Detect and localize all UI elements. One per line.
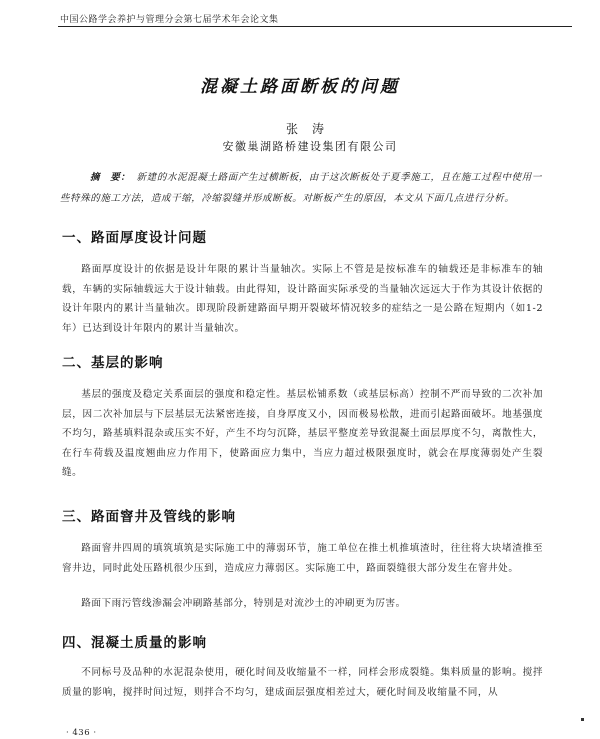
section-2-paragraph: 基层的强度及稳定关系面层的强度和稳定性。基层松铺系数（或基层标高）控制不严而导致的二次补加层，因二次补加层与下层基层无法紧密连接，自身厚度又小，因而极易松散，进而引起路面破坏。地基强度不均匀，路基填料混杂或压实不好，产生不均匀沉降，基层平整度差导致混凝土面层厚度不匀，离散性大，在行车荷载及温度翘曲应力作用下，使路面应力集中，当应力超过极限强度时，就会在厚度薄弱处产生裂缝。 bbox=[62, 389, 543, 478]
section-heading-2: 二、基层的影响 bbox=[62, 355, 164, 371]
section-heading-4: 四、混凝土质量的影响 bbox=[62, 635, 207, 651]
abstract-label: 摘 要： bbox=[90, 172, 131, 183]
abstract bbox=[60, 167, 542, 209]
scan-mark bbox=[581, 718, 584, 721]
section-heading-1: 一、路面厚度设计问题 bbox=[62, 230, 207, 246]
section-3-paragraph-2: 路面下雨污管线渗漏会冲刷路基部分，特别是对流沙土的冲刷更为厉害。 bbox=[81, 598, 406, 609]
running-header: 中国公路学会养护与管理分会第七届学术年会论文集 bbox=[60, 15, 279, 25]
header-rule bbox=[58, 26, 572, 27]
paper-title: 混凝土路面断板的问题 bbox=[200, 77, 400, 97]
section-3-paragraph-1: 路面窨井四周的填筑填筑是实际施工中的薄弱环节，施工单位在推土机推填渣时，往往将大块堵渣推至窨井边，同时此处压路机很少压到，造成应力薄弱区。实际施工中，路面裂缝很大部分发生在窨井处。 bbox=[62, 543, 543, 574]
section-heading-3: 三、路面窨井及管线的影响 bbox=[62, 509, 236, 525]
author-name: 张涛 bbox=[285, 122, 338, 136]
author-affiliation: 安徽巢湖路桥建设集团有限公司 bbox=[222, 140, 398, 153]
abstract-text: 新建的水泥混凝土路面产生过横断板，由于这次断板处于夏季施工，且在施工过程中使用一些特殊的施工方法，造成干缩，冷缩裂缝并形成断板。对断板产生的原因，本文从下面几点进行分析。 bbox=[60, 172, 542, 204]
section-4-paragraph: 不同标号及品种的水泥混杂使用，硬化时间及收缩量不一样，同样会形成裂缝。集料质量的影响。搅拌质量的影响，搅拌时间过短，则拌合不均匀，建成面层强度相差过大，硬化时间及收缩量不同，从 bbox=[62, 667, 543, 698]
page-number: · 436 · bbox=[66, 728, 97, 738]
section-1-paragraph: 路面厚度设计的依据是设计年限的累计当量轴次。实际上不管是是按标准车的轴载还是非标准车的轴载，车辆的实际轴载远大于设计轴载。由此得知，设计路面实际承受的当量轴次远远大于作为其设计依据的设计年限内的累计当量轴次。即现阶段新建路面早期开裂破坏情况较多的症结之一是公路在短期内（如1-2年）已达到设计年限内的累计当量轴次。 bbox=[62, 264, 543, 334]
